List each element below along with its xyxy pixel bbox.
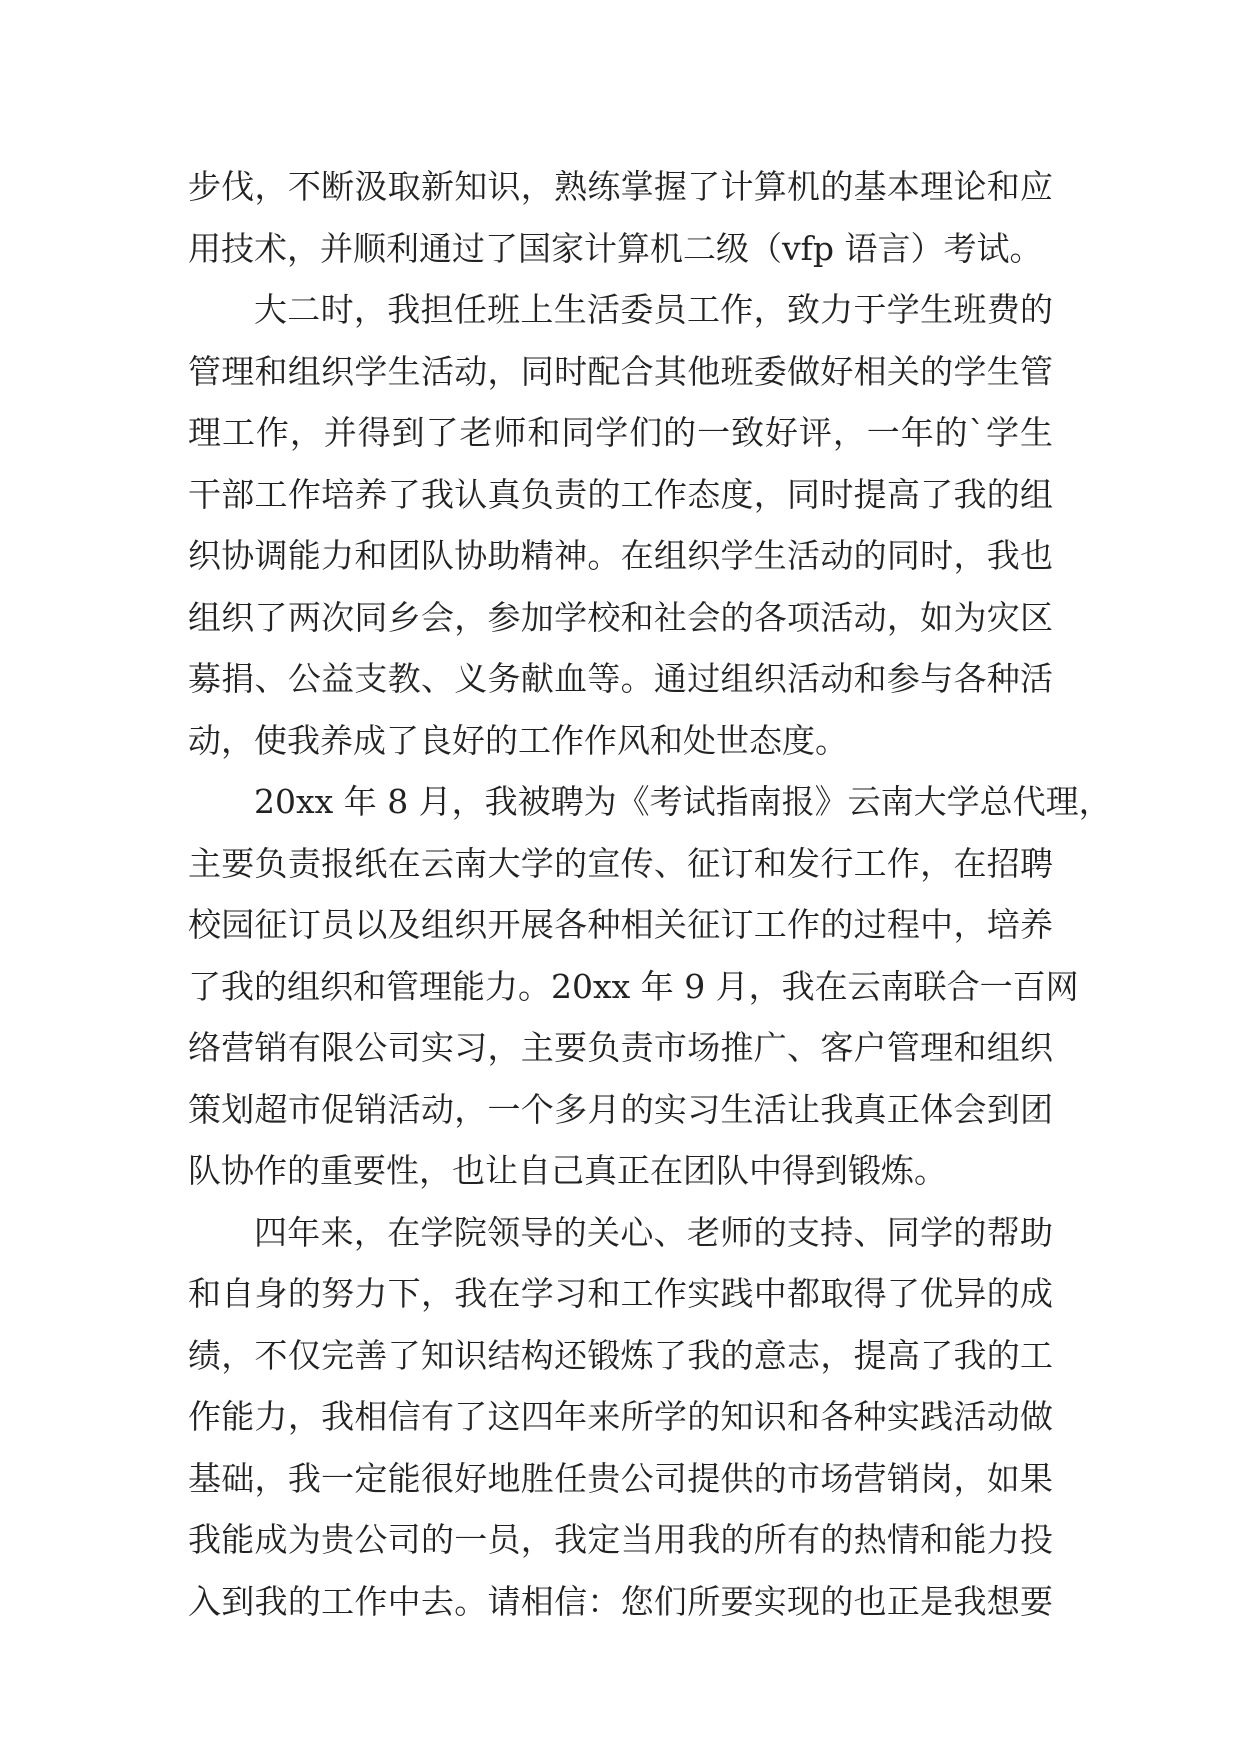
paragraph-first-line: 20xx 年 8 月，我被聘为《考试指南报》云南大学总代理， bbox=[254, 782, 1112, 821]
text-line: 基础，我一定能很好地胜任贵公司提供的市场营销岗，如果 bbox=[188, 1458, 1053, 1498]
text-line: 管理和组织学生活动，同时配合其他班委做好相关的学生管 bbox=[188, 351, 1053, 391]
text-line: 络营销有限公司实习，主要负责市场推广、客户管理和组织 bbox=[188, 1028, 1053, 1067]
text-line: 用技术，并顺利通过了国家计算机二级（vfp 语言）考试。 bbox=[188, 228, 1043, 268]
paragraph-first-line: 大二时，我担任班上生活委员工作，致力于学生班费的 bbox=[254, 290, 1053, 329]
text-line: 绩，不仅完善了知识结构还锻炼了我的意志，提高了我的工 bbox=[188, 1335, 1053, 1375]
text-line: 校园征订员以及组织开展各种相关征订工作的过程中，培养 bbox=[188, 905, 1053, 944]
text-line: 理工作，并得到了老师和同学们的一致好评，一年的`学生 bbox=[188, 413, 1053, 452]
text-line: 干部工作培养了我认真负责的工作态度，同时提高了我的组 bbox=[188, 474, 1053, 514]
text-line: 步伐，不断汲取新知识，熟练掌握了计算机的基本理论和应 bbox=[188, 167, 1053, 206]
text-line: 作能力，我相信有了这四年来所学的知识和各种实践活动做 bbox=[188, 1397, 1053, 1436]
body-text bbox=[188, 156, 1112, 1632]
text-line: 了我的组织和管理能力。20xx 年 9 月，我在云南联合一百网 bbox=[188, 966, 1079, 1006]
text-line: 组织了两次同乡会，参加学校和社会的各项活动，如为灾区 bbox=[188, 597, 1053, 637]
text-line: 动，使我养成了良好的工作作风和处世态度。 bbox=[188, 720, 848, 760]
text-line: 和自身的努力下，我在学习和工作实践中都取得了优异的成 bbox=[188, 1274, 1053, 1313]
text-line: 织协调能力和团队协助精神。在组织学生活动的同时，我也 bbox=[188, 536, 1053, 575]
text-line: 队协作的重要性，也让自己真正在团队中得到锻炼。 bbox=[188, 1151, 947, 1190]
paragraph-first-line: 四年来，在学院领导的关心、老师的支持、同学的帮助 bbox=[254, 1212, 1053, 1252]
text-line: 募捐、公益支教、义务献血等。通过组织活动和参与各种活 bbox=[188, 659, 1053, 698]
text-line: 入到我的工作中去。请相信：您们所要实现的也正是我想要 bbox=[188, 1581, 1053, 1621]
text-line: 我能成为贵公司的一员，我定当用我的所有的热情和能力投 bbox=[188, 1520, 1053, 1559]
text-line: 主要负责报纸在云南大学的宣传、征订和发行工作，在招聘 bbox=[188, 843, 1053, 883]
text-line: 策划超市促销活动，一个多月的实习生活让我真正体会到团 bbox=[188, 1089, 1053, 1129]
